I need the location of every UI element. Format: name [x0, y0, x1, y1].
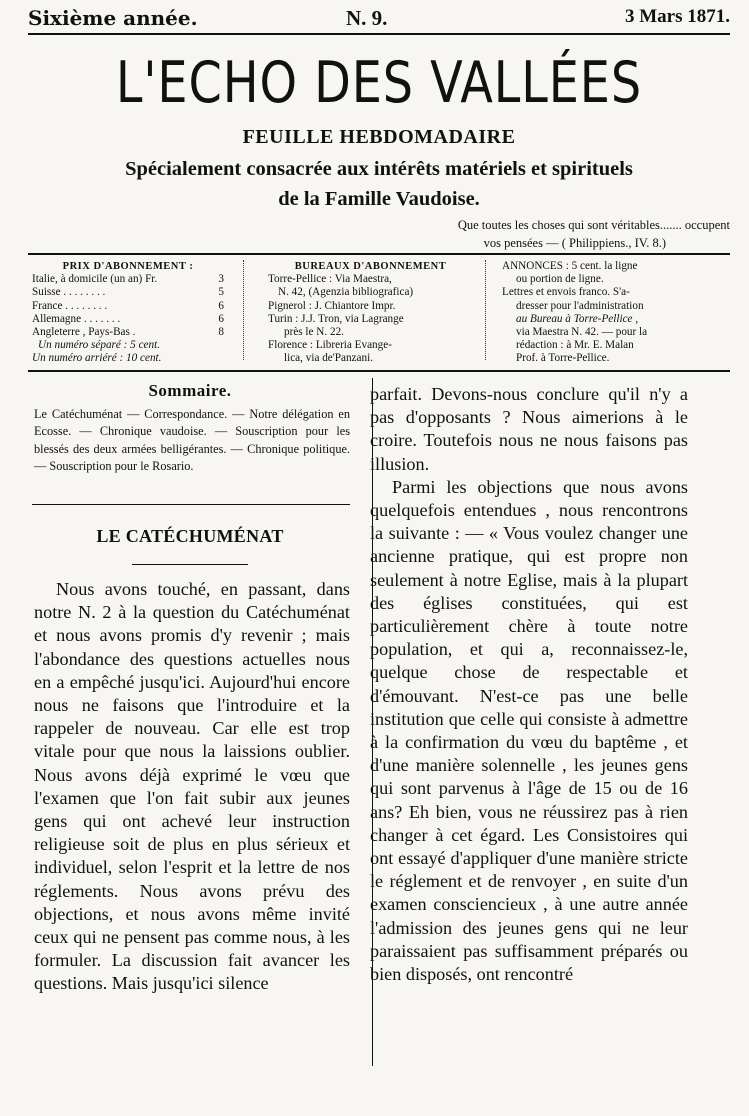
price-row: Allemagne . . . . . . . 6: [32, 312, 224, 325]
newspaper-tagline: [28, 154, 730, 214]
article-paragraph: parfait. Devons-nous conclure qu'il n'y a pas d'opposants ? Nous aimerions à le croire. Toutefois nous ne nous faisons pas illusion.: [370, 384, 688, 474]
tagline-line: de la Famille Vaudoise.: [278, 188, 480, 210]
box-divider: [485, 260, 486, 360]
office-line: Florence : Libreria Evange-: [268, 339, 392, 352]
subscription-offices: [268, 260, 473, 366]
annonce-line: au Bureau à Torre-Pellice ,: [516, 312, 639, 325]
article-paragraph: Parmi les objections que nous avons quelquefois entendues , nous rencontrons la suivante : — « Vous voulez changer une ancienne pratique, qui est propre non seulement à notre Eglise, mais à la plupart des églises constituées, qui est particulièrement chère à toute notre population, et qui a, reconnaissez-le, quelque chose de respectable et d'émouvant. N'est-ce pas une belle institution que celle qui consiste à admettre à la confirmation du vœu du baptême , et d'une manière solennelle , les jeunes gens qui sont parvenus à l'âge de 15 ou de 16 ans? Eh bien, vous ne réussirez pas à rien changer à cet égard. Les Consistoires qui ont essayé d'appliquer d'une manière stricte le réglement et de renvoyer , en suite d'un examen consciencieux , à une autre année l'admission des jeunes gens qui ne leur paraissaient pas suffisamment préparés ou bien disposés, ont rencontré: [370, 476, 688, 985]
annonce-line: Prof. à Torre-Pellice.: [516, 352, 610, 365]
summary-rule: [32, 504, 350, 505]
prices-title: PRIX D'ABONNEMENT :: [62, 261, 194, 272]
summary-title: Sommaire.: [148, 381, 232, 400]
price-row: Italie, à domicile (un an) Fr. 3: [32, 273, 224, 286]
box-divider: [243, 260, 244, 360]
article-paragraph: Nous avons touché, en passant, dans notre N. 2 à la question du Catéchuménat et nous avons promis d'y revenir ; mais l'abondance des questions actuelles nous en a empêché jusqu'ici. Aujourd'hui encore nous ne faisons que l'introduire et la rappeler de nouveau. Car elle est trop vitale pour que nous la laissions oublier. Nous avons déjà exprimé le vœu que l'examen que l'on fait subir aux jeunes gens qui ont achevé leur instruction religieuse soit de plus en plus sérieux et individuel, selon l'esprit et la lettre de nos réglements. Nous avons prévu des objections, et nous avons même invité ceux qui ne pensent pas comme nous, à les formuler. La discussion fait avancer les questions. Mais jusqu'ici silence: [34, 579, 350, 994]
offices-title: BUREAUX D'ABONNEMENT: [294, 261, 447, 272]
office-line: Pignerol : J. Chiantore Impr.: [268, 299, 396, 312]
price-row: Angleterre , Pays-Bas . 8: [32, 326, 224, 339]
annonce-line: via Maestra N. 42. — pour la: [516, 326, 648, 339]
price-row: Suisse . . . . . . . . 5: [32, 286, 224, 299]
title-rule: [132, 564, 248, 565]
price-note: Un numéro séparé : 5 cent.: [38, 339, 160, 352]
annonce-line: rédaction : à Mr. E. Malan: [516, 339, 634, 352]
newspaper-title: L'ECHO DES VALLÉES: [115, 50, 643, 116]
header-rule: [28, 253, 730, 255]
masthead-topline: [28, 6, 730, 34]
advertising-info: [502, 260, 726, 366]
subscription-prices: [32, 260, 224, 366]
year-label: Sixième année.: [28, 6, 198, 30]
tagline-line: Spécialement consacrée aux intérêts matériels et spirituels: [125, 158, 633, 180]
summary-text: Le Catéchuménat — Correspondance. — Notre délégation en Ecosse. — Chronique vaudoise. — Souscription pour les blessés des deux armées belligérantes. — Chronique politique. — Souscription pour le Rosario.: [34, 407, 350, 474]
office-line: Torre-Pellice : Via Maestra,: [268, 273, 392, 286]
newspaper-subtitle: FEUILLE HEBDOMADAIRE: [242, 126, 516, 148]
office-line: lica, via de'Panzani.: [284, 352, 373, 365]
annonce-line: ANNONCES : 5 cent. la ligne: [502, 260, 638, 272]
annonce-line: Lettres et envois franco. S'a-: [502, 286, 630, 299]
article-left-column: [34, 578, 350, 996]
office-line: Turin : J.J. Tron, via Lagrange: [268, 312, 404, 325]
price-note: Un numéro arriéré : 10 cent.: [32, 352, 162, 365]
article-title: LE CATÉCHUMÉNAT: [96, 526, 284, 546]
epigraph-line: vos pensées — ( Philippiens., IV. 8.): [483, 236, 666, 250]
annonce-line: ou portion de ligne.: [516, 273, 604, 286]
article-right-column: [370, 383, 688, 986]
epigraph: [330, 216, 730, 252]
issue-number: N. 9.: [346, 6, 388, 30]
epigraph-line: Que toutes les choses qui sont véritables....... occupent: [457, 218, 730, 232]
office-line: N. 42, (Agenzia bibliografica): [278, 286, 414, 299]
price-row: France . . . . . . . . 6: [32, 299, 224, 312]
boxes-rule: [28, 370, 730, 372]
office-line: près le N. 22.: [284, 326, 344, 339]
annonce-line: dresser pour l'administration: [516, 299, 644, 312]
issue-date: 3 Mars 1871.: [624, 6, 730, 27]
top-rule: [28, 33, 730, 35]
